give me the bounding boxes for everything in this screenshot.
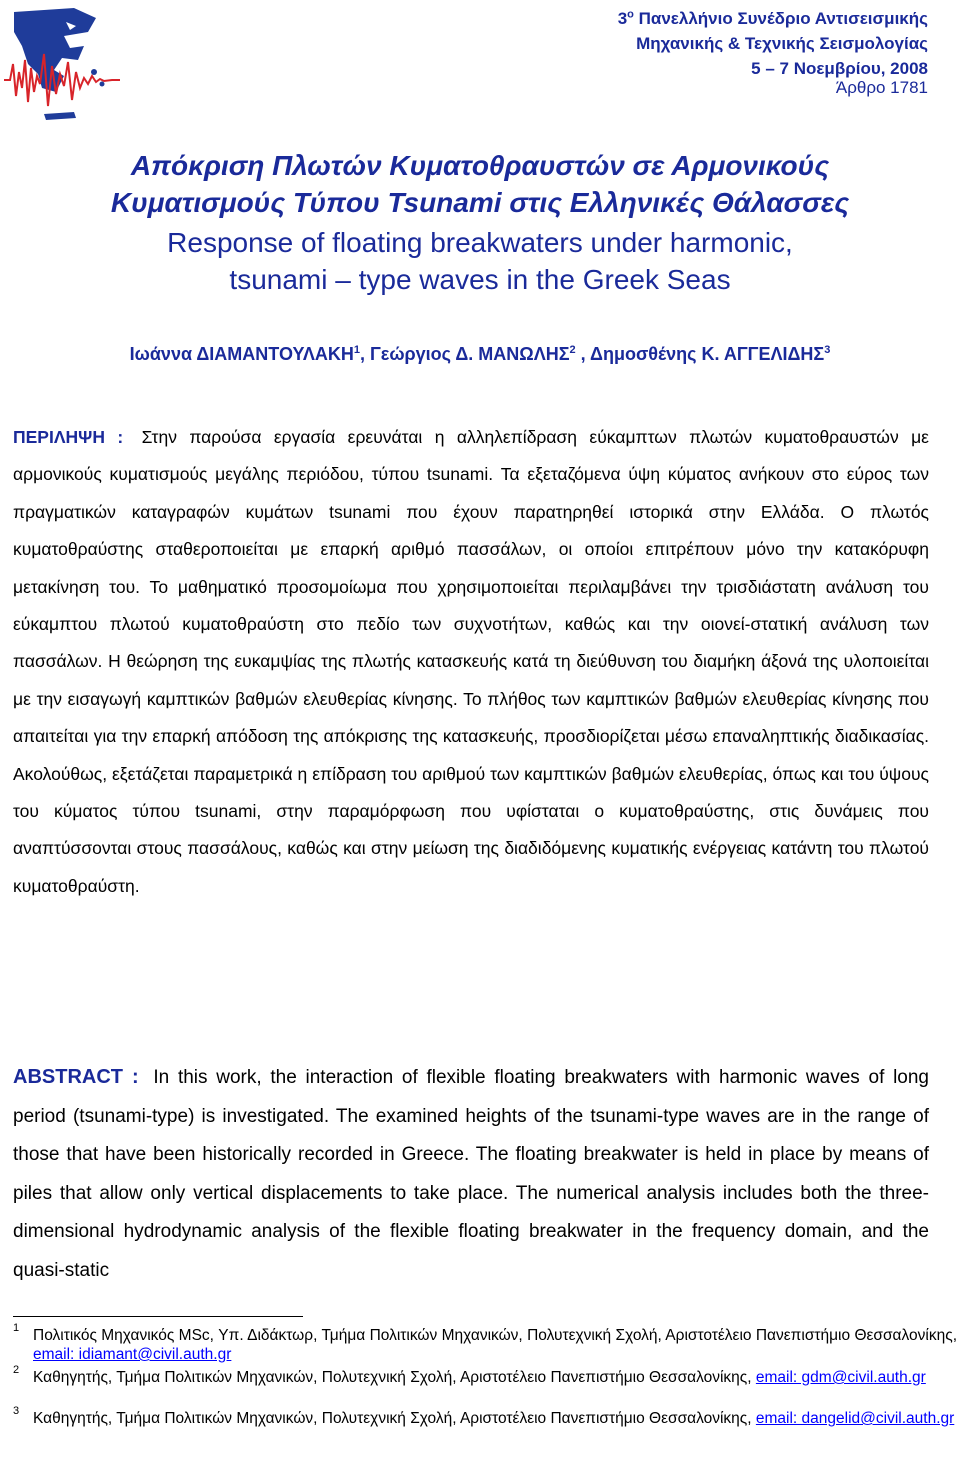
author-1-affiliation: 1 [353,344,360,356]
footnote-email-link[interactable]: email: gdm@civil.auth.gr [755,1369,926,1386]
footnote-text: Πολιτικός Μηχανικός MSc, Υπ. Διδάκτωρ, Τμήμα Πολιτικών Μηχανικών, Πολυτεχνική Σχολή, Αριστοτέλειο Πανεπιστήμιο Θεσσαλονίκης, [33,1327,957,1344]
english-abstract [13,1058,929,1291]
english-title-line2: tsunami – type waves in the Greek Seas [229,264,731,295]
author-2-name: Γεώργιος Δ. ΜΑΝΩΛΗΣ [369,344,570,364]
english-abstract-text: In this work, the interaction of flexible floating breakwaters with harmonic waves of long period (tsunami-type) is investigated. The examined heights of the tsunami-type waves are in the range of those that have been historically recorded in Greece. The floating breakwater is held in place by means of piles that allow only vertical displacements to take place. The numerical analysis includes both the three-dimensional hydrodynamic analysis of the flexible floating breakwater in the frequency domain, and the quasi-static [13,1067,929,1281]
greek-title-line1: Απόκριση Πλωτών Κυματοθραυστών σε Αρμονικούς [130,150,830,181]
conference-dates: 5 – 7 Νοεμβρίου, 2008 [751,59,928,78]
greek-title [0,147,960,221]
greek-title-line2: Κυματισμούς Τύπου Tsunami στις Ελληνικές Θάλασσες [110,187,850,218]
conference-line1 [618,6,928,31]
footnote-text: Καθηγητής, Τμήμα Πολιτικών Μηχανικών, Πολυτεχνική Σχολή, Αριστοτέλειο Πανεπιστήμιο Θεσσαλονίκης, [33,1410,756,1427]
author-separator: , [575,344,591,364]
greece-map-icon [14,8,105,120]
footnote-email-link[interactable]: email: idiamant@civil.auth.gr [33,1346,232,1363]
author-3-name: Δημοσθένης Κ. ΑΓΓΕΛΙΔΗΣ [590,344,825,364]
footnote-2 [13,1364,957,1387]
conference-ordinal-suffix: o [627,8,634,21]
author-3-affiliation: 3 [824,344,831,356]
conference-logo [4,2,120,126]
footnote-1 [13,1322,957,1364]
english-title [0,224,960,298]
seismograph-trace-icon [4,54,120,106]
conference-name-line2: Μηχανικής & Τεχνικής Σεισμολογίας [636,34,928,53]
footnote-3 [13,1405,957,1428]
authors [0,344,960,365]
english-abstract-label: ABSTRACT : [13,1066,139,1088]
author-separator: , [359,344,370,364]
greek-abstract-text: Στην παρούσα εργασία ερευνάται η αλληλεπίδραση εύκαμπτων πλωτών κυματοθραυστών με αρμονικούς κυματισμούς μεγάλης περιόδου, τύπου tsunami. Τα εξεταζόμενα ύψη κύματος ανήκουν στο εύρος των πραγματικών καταγραφών κυμάτων tsunami που έχουν παρατηρηθεί ιστορικά στην Ελλάδα. Ο πλωτός κυματοθραύστης σταθεροποιείται με επαρκή αριθμό πασσάλων, οι οποίοι επιτρέπουν μόνο την κατακόρυφη μετακίνηση του. Το μαθηματικό προσομοίωμα που χρησιμοποιείται περιλαμβάνει την τρισδιάστατη ανάλυση του εύκαμπτου πλωτού κυματοθραύστη στο πεδίο των συχνοτήτων, καθώς και την οιονεί-στατική ανάλυση των πασσάλων. Η θεώρηση της ευκαμψίας της πλωτής κατασκευής κατά τη διεύθυνση του διαμήκη άξονά της υλοποιείται με την εισαγωγή καμπτικών βαθμών ελευθερίας κίνησης. Το πλήθος των καμπτικών βαθμών ελευθερίας κίνησης που απαιτείται για την επαρκή απόδοση της απόκρισης της κατασκευής, προσδιορίζεται μέσω επαναληπτικής διαδικασίας. Ακολούθως, εξετάζεται παραμετρικά η επίδραση του αριθμού των καμπτικών βαθμών ελευθερίας, όπως και του ύψους του κύματος τύπου tsunami, στην παραμόρφωση που υφίσταται ο κυματοθραύστης, στις δυνάμεις που αναπτύσσονται στους πασσάλους, καθώς και στην μείωση της διαδιδόμενης κυματικής ενέργειας κατάντη του πλωτού κυματοθραύστη. [13,427,929,896]
footnote-number: 3 [13,1405,20,1417]
greek-abstract [13,419,929,905]
footnote-email-link[interactable]: email: dangelid@civil.auth.gr [755,1410,955,1427]
article-number: Άρθρο 1781 [835,78,928,97]
author-2-affiliation: 2 [569,344,576,356]
author-1-name: Ιωάννα ΔΙΑΜΑΝΤΟΥΛΑΚΗ [129,344,354,364]
conference-name-line1: Πανελλήνιο Συνέδριο Αντισεισμικής [638,9,928,28]
footnote-number: 2 [13,1364,20,1376]
english-title-line1: Response of floating breakwaters under harmonic, [167,227,793,258]
footnote-text: Καθηγητής, Τμήμα Πολιτικών Μηχανικών, Πολυτεχνική Σχολή, Αριστοτέλειο Πανεπιστήμιο Θεσσαλονίκης, [33,1369,756,1386]
footnote-number: 1 [13,1322,20,1334]
greek-abstract-label: ΠΕΡΙΛΗΨΗ : [13,427,124,447]
conference-ordinal: 3 [617,9,628,28]
footnote-divider [13,1316,303,1317]
conference-header [618,6,928,81]
